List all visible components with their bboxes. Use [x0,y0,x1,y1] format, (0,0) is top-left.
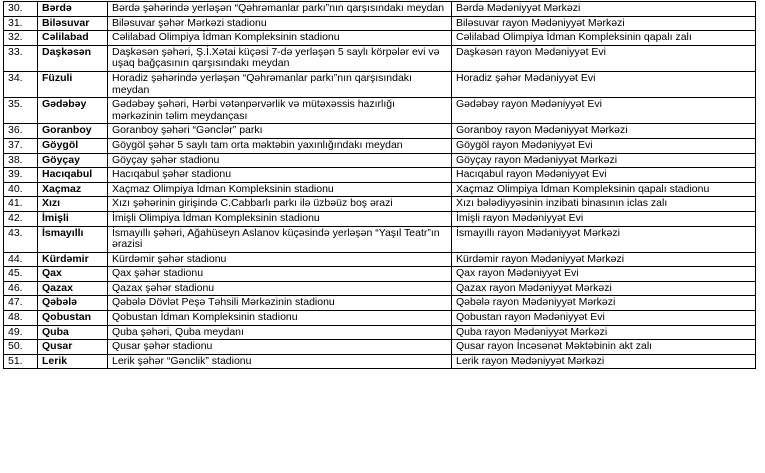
row-number: 30. [4,2,38,17]
district-name: Xızı [38,197,108,212]
outdoor-location: Daşkəsən şəhəri, Ş.İ.Xətai küçəsi 7-də yerləşən 5 saylı körpələr evi və uşaq bağçasının qarşısındakı meydan [108,45,452,71]
row-number: 40. [4,182,38,197]
row-number: 48. [4,311,38,326]
outdoor-location: Xaçmaz Olimpiya İdman Kompleksinin stadionu [108,182,452,197]
table-row [4,31,756,46]
district-name: Göyçay [38,153,108,168]
district-name: Bərdə [38,2,108,17]
indoor-venue: Göyçay rayon Mədəniyyət Mərkəzi [452,153,756,168]
district-name: İsmayıllı [38,226,108,252]
table-row [4,311,756,326]
indoor-venue: Kürdəmir rayon Mədəniyyət Mərkəzi [452,252,756,267]
table-row [4,71,756,97]
district-name: Xaçmaz [38,182,108,197]
table-row [4,325,756,340]
outdoor-location: Lerik şəhər “Gənclik” stadionu [108,354,452,369]
outdoor-location: Göygöl şəhər 5 saylı tam orta məktəbin yaxınlığındakı meydan [108,138,452,153]
outdoor-location: Bərdə şəhərində yerləşən “Qəhrəmanlar parkı”nın qarşısındakı meydan [108,2,452,17]
district-name: İmişli [38,211,108,226]
row-number: 46. [4,281,38,296]
indoor-venue: Qobustan rayon Mədəniyyət Evi [452,311,756,326]
indoor-venue: Xızı bələdiyyəsinin inzibati binasının iclas zalı [452,197,756,212]
indoor-venue: Cəlilabad Olimpiya İdman Kompleksinin qapalı zalı [452,31,756,46]
table-row [4,124,756,139]
district-name: Cəlilabad [38,31,108,46]
table-row [4,45,756,71]
indoor-venue: Lerik rayon Mədəniyyət Mərkəzi [452,354,756,369]
district-name: Göygöl [38,138,108,153]
district-name: Daşkəsən [38,45,108,71]
table-row [4,340,756,355]
indoor-venue: İsmayıllı rayon Mədəniyyət Mərkəzi [452,226,756,252]
district-name: Lerik [38,354,108,369]
venues-table [3,1,756,369]
row-number: 45. [4,267,38,282]
outdoor-location: Quba şəhəri, Quba meydanı [108,325,452,340]
table-row [4,296,756,311]
row-number: 50. [4,340,38,355]
row-number: 47. [4,296,38,311]
table-row [4,168,756,183]
indoor-venue: Qusar rayon İncəsənət Məktəbinin akt zalı [452,340,756,355]
row-number: 36. [4,124,38,139]
district-name: Qazax [38,281,108,296]
indoor-venue: Horadiz şəhər Mədəniyyət Evi [452,71,756,97]
row-number: 32. [4,31,38,46]
table-row [4,197,756,212]
table-row [4,226,756,252]
table-row [4,98,756,124]
district-name: Füzuli [38,71,108,97]
district-name: Qəbələ [38,296,108,311]
row-number: 51. [4,354,38,369]
table-row [4,281,756,296]
outdoor-location: Horadiz şəhərində yerləşən “Qəhrəmanlar parkı”nın qarşısındakı meydan [108,71,452,97]
indoor-venue: Qazax rayon Mədəniyyət Mərkəzi [452,281,756,296]
outdoor-location: Qusar şəhər stadionu [108,340,452,355]
outdoor-location: Qəbələ Dövlət Peşə Təhsili Mərkəzinin stadionu [108,296,452,311]
indoor-venue: Xaçmaz Olimpiya İdman Kompleksinin qapalı stadionu [452,182,756,197]
indoor-venue: İmişli rayon Mədəniyyət Evi [452,211,756,226]
district-name: Quba [38,325,108,340]
row-number: 41. [4,197,38,212]
indoor-venue: Quba rayon Mədəniyyət Mərkəzi [452,325,756,340]
district-name: Biləsuvar [38,16,108,31]
indoor-venue: Biləsuvar rayon Mədəniyyət Mərkəzi [452,16,756,31]
district-name: Gədəbəy [38,98,108,124]
indoor-venue: Daşkəsən rayon Mədəniyyət Evi [452,45,756,71]
district-name: Qax [38,267,108,282]
outdoor-location: Qax şəhər stadionu [108,267,452,282]
table-row [4,182,756,197]
row-number: 38. [4,153,38,168]
indoor-venue: Hacıqabul rayon Mədəniyyət Evi [452,168,756,183]
outdoor-location: Cəlilabad Olimpiya İdman Kompleksinin stadionu [108,31,452,46]
indoor-venue: Qax rayon Mədəniyyət Evi [452,267,756,282]
indoor-venue: Qəbələ rayon Mədəniyyət Mərkəzi [452,296,756,311]
table-row [4,354,756,369]
district-name: Qusar [38,340,108,355]
row-number: 39. [4,168,38,183]
outdoor-location: Hacıqabul şəhər stadionu [108,168,452,183]
outdoor-location: Goranboy şəhəri “Gənclər” parkı [108,124,452,139]
table-row [4,252,756,267]
row-number: 31. [4,16,38,31]
table-row [4,2,756,17]
row-number: 33. [4,45,38,71]
indoor-venue: Gədəbəy rayon Mədəniyyət Evi [452,98,756,124]
outdoor-location: İsmayıllı şəhəri, Ağahüseyn Aslanov küçəsində yerləşən “Yaşıl Teatr”ın ərazisi [108,226,452,252]
outdoor-location: Biləsuvar şəhər Mərkəzi stadionu [108,16,452,31]
outdoor-location: Kürdəmir şəhər stadionu [108,252,452,267]
outdoor-location: Qazax şəhər stadionu [108,281,452,296]
outdoor-location: Xızı şəhərinin girişində C.Cabbarlı parkı ilə üzbəüz boş ərazi [108,197,452,212]
table-row [4,211,756,226]
table-row [4,267,756,282]
row-number: 37. [4,138,38,153]
row-number: 35. [4,98,38,124]
row-number: 49. [4,325,38,340]
outdoor-location: Gədəbəy şəhəri, Hərbi vətənpərvərlik və mütəxəssis hazırlığı mərkəzinin təlim meydançası [108,98,452,124]
table-row [4,153,756,168]
table-row [4,16,756,31]
row-number: 34. [4,71,38,97]
district-name: Hacıqabul [38,168,108,183]
row-number: 42. [4,211,38,226]
district-name: Qobustan [38,311,108,326]
outdoor-location: Göyçay şəhər stadionu [108,153,452,168]
indoor-venue: Göygöl rayon Mədəniyyət Evi [452,138,756,153]
indoor-venue: Bərdə Mədəniyyət Mərkəzi [452,2,756,17]
outdoor-location: Qobustan İdman Kompleksinin stadionu [108,311,452,326]
outdoor-location: İmişli Olimpiya İdman Kompleksinin stadionu [108,211,452,226]
row-number: 44. [4,252,38,267]
district-name: Kürdəmir [38,252,108,267]
district-name: Goranboy [38,124,108,139]
venues-table-body [4,2,756,369]
indoor-venue: Goranboy rayon Mədəniyyət Mərkəzi [452,124,756,139]
row-number: 43. [4,226,38,252]
table-row [4,138,756,153]
